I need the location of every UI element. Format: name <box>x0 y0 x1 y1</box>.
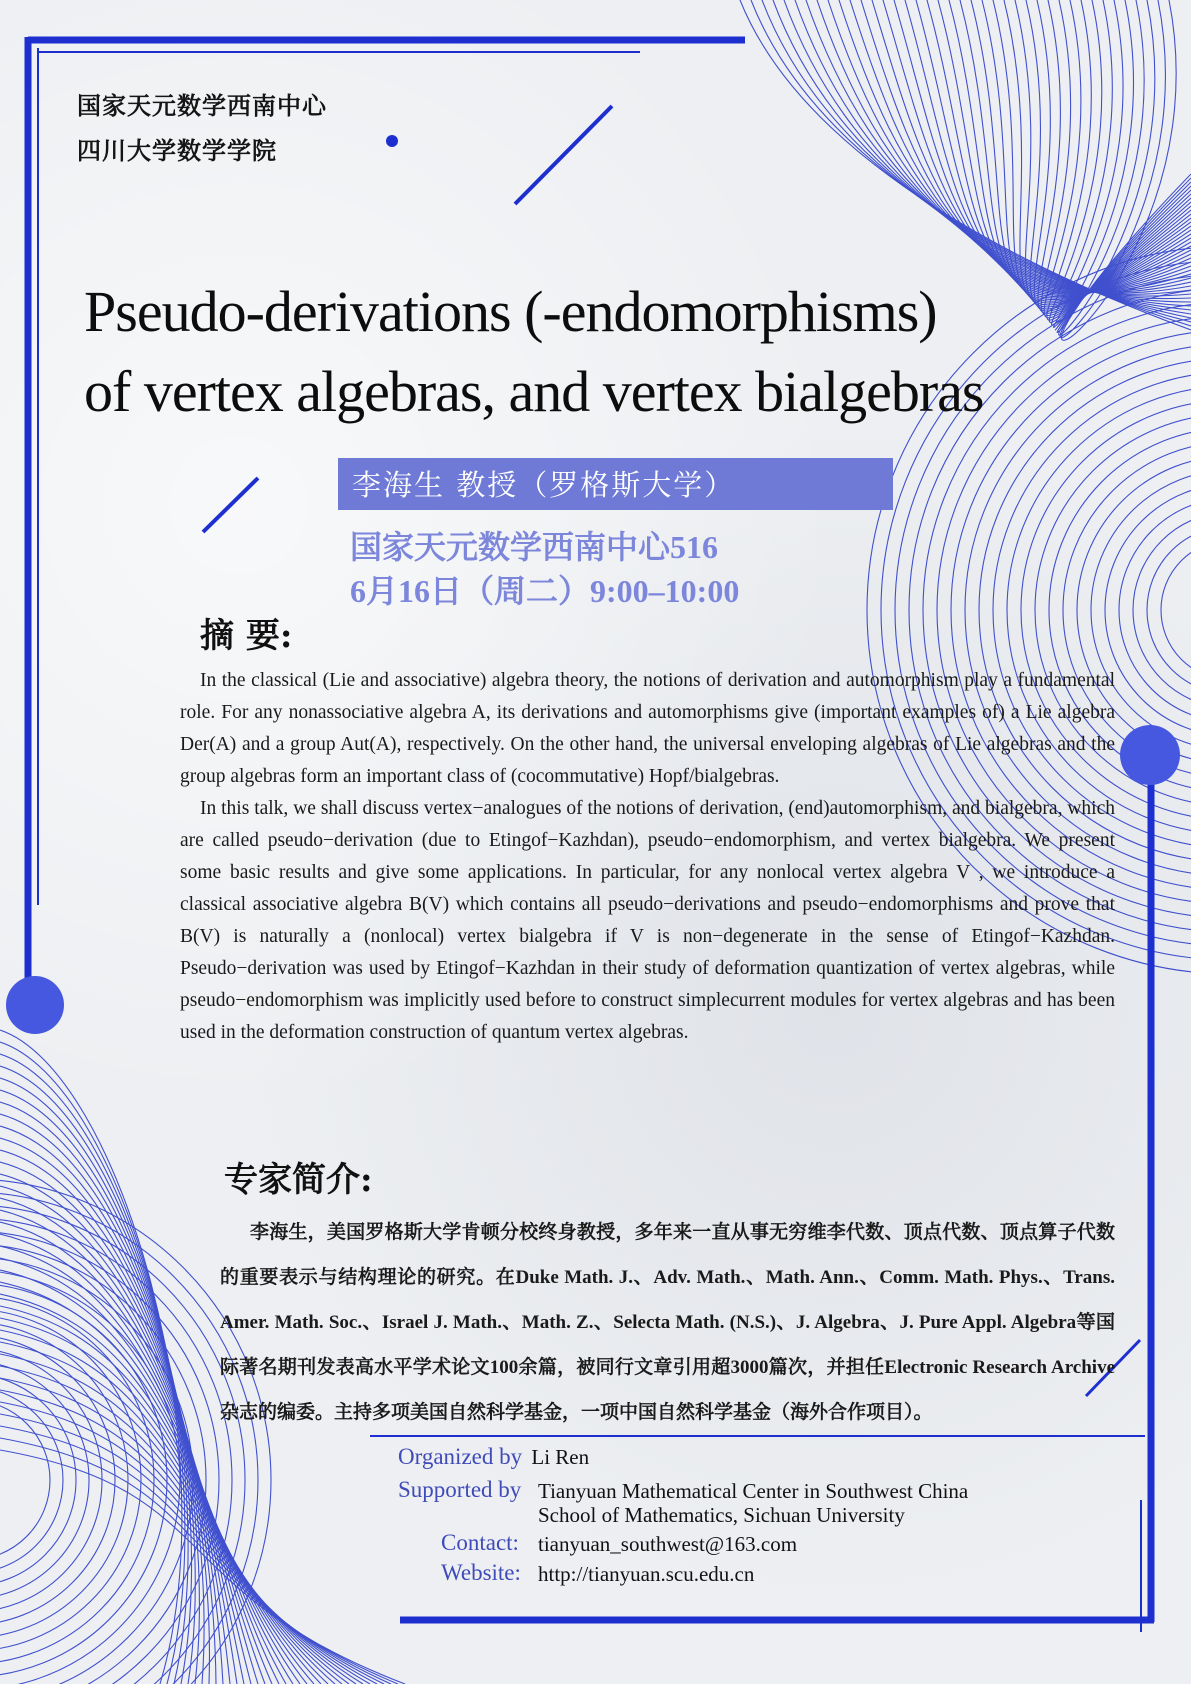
website-link[interactable]: http://tianyuan.scu.edu.cn <box>538 1562 755 1586</box>
dot-left <box>6 976 64 1034</box>
supported-row <box>398 1477 521 1503</box>
organized-label: Organized by <box>398 1444 523 1469</box>
abstract-heading: 摘 要: <box>200 616 293 656</box>
venue-location: 国家天元数学西南中心516 <box>350 529 719 565</box>
bio-body <box>220 1210 1115 1435</box>
supported-value-2: School of Mathematics, Sichuan University <box>538 1503 905 1527</box>
org-name-1: 国家天元数学西南中心 <box>77 91 327 120</box>
talk-title-line-1: Pseudo-derivations (-endomorphisms) <box>84 279 937 344</box>
contact-email-link[interactable]: tianyuan_southwest@163.com <box>538 1532 798 1556</box>
dot-small <box>386 135 398 147</box>
dot-right <box>1120 725 1180 785</box>
organized-value: Li Ren <box>531 1445 590 1469</box>
abstract-paragraph-2: In this talk, we shall discuss vertex−analogues of the notions of derivation, (end)automorphism, and bialgebra, which are called pseudo−derivation (due to Etingof−Kazhdan), pseudo−endomorphism, and vertex bialgebra. We present some basic results and give some applications. In particular, for any nonlocal vertex algebra V , we introduce a classical associative algebra B(V) which contains all pseudo−derivations and pseudo−endomorphisms and prove that B(V) is naturally a (nonlocal) vertex bialgebra if V is non−degenerate in the sense of Etingof−Kazhdan. Pseudo−derivation was used by Etingof−Kazhdan in their study of deformation quantization of vertex algebras, while pseudo−endomorphism was implicitly used before to construct simplecurrent modules for vertex algebras and has been used in the deformation construction of quantum vertex algebras. <box>180 798 1115 1043</box>
contact-row <box>441 1530 519 1556</box>
organized-row <box>398 1444 589 1470</box>
bio-heading: 专家简介: <box>224 1160 373 1200</box>
supported-label: Supported by <box>398 1477 522 1502</box>
talk-title-line-2: of vertex algebras, and vertex bialgebras <box>84 359 984 424</box>
talk-title <box>84 272 1084 432</box>
venue-time: 6月16日（周二）9:00–10:00 <box>350 573 740 609</box>
supported-value-1: Tianyuan Mathematical Center in Southwest China <box>538 1479 969 1503</box>
website-row <box>441 1560 521 1586</box>
speaker-name: 李海生 教授（罗格斯大学） <box>352 468 736 502</box>
abstract-paragraph-1: In the classical (Lie and associative) algebra theory, the notions of derivation and automorphism play a fundamental role. For any nonassociative algebra A, its derivations and automorphisms give (important examples of) a Lie algebra Der(A) and a group Aut(A), respectively. On the other hand, the universal enveloping algebras of Lie algebras and the group algebras form an important class of (cocommutative) Hopf/bialgebras. <box>180 670 1115 787</box>
contact-label: Contact: <box>441 1530 519 1555</box>
bio-text: 李海生，美国罗格斯大学肯顿分校终身教授，多年来一直从事无穷维李代数、顶点代数、顶点算子代数的重要表示与结构理论的研究。在Duke Math. J.、Adv. Math.、Math. Ann.、Comm. Math. Phys.、Trans. Amer. Math. Soc.、Israel J. Math.、Math. Z.、Selecta Math. (N.S.)、J. Algebra、J. Pure Appl. Algebra等国际著名期刊发表高水平学术论文100余篇，被同行文章引用超3000篇次，并担任Electronic Research Archive杂志的编委。主持多项美国自然科学基金，一项中国自然科学基金（海外合作项目）。 <box>220 1222 1115 1423</box>
abstract-body <box>180 665 1115 1049</box>
website-label: Website: <box>441 1560 521 1585</box>
org-name-2: 四川大学数学学院 <box>77 136 277 165</box>
